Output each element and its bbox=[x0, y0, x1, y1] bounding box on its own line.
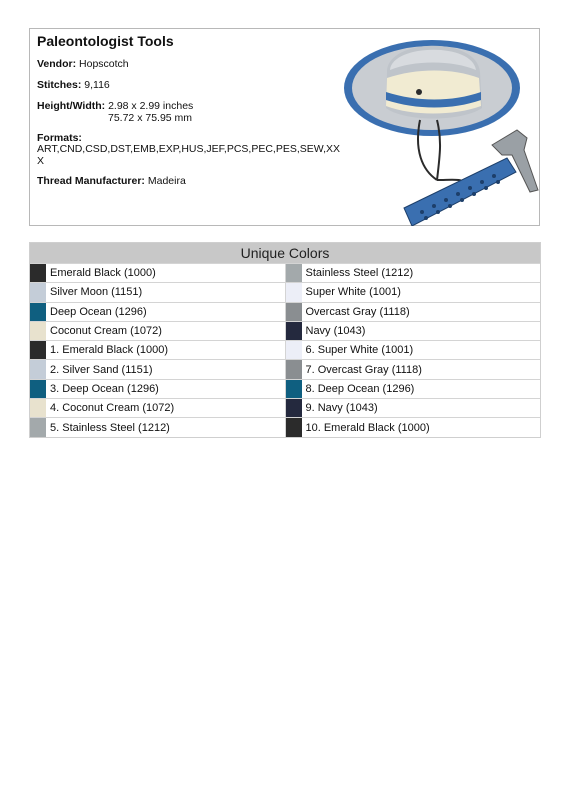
color-name: 7. Overcast Gray (1118) bbox=[305, 363, 422, 376]
color-cell bbox=[30, 322, 285, 340]
color-swatch bbox=[286, 360, 302, 378]
height-width-mm: 75.72 x 75.95 mm bbox=[108, 112, 193, 124]
color-cell bbox=[30, 264, 285, 282]
color-swatch bbox=[30, 399, 46, 417]
color-name: 2. Silver Sand (1151) bbox=[50, 363, 153, 376]
product-title: Paleontologist Tools bbox=[37, 33, 174, 49]
unique-colors-table bbox=[29, 242, 541, 438]
color-cell bbox=[30, 380, 285, 398]
color-swatch bbox=[30, 418, 46, 436]
stitches-label: Stitches: bbox=[37, 79, 82, 91]
color-swatch bbox=[30, 380, 46, 398]
color-swatch bbox=[286, 283, 302, 301]
color-cell bbox=[30, 360, 285, 378]
color-row bbox=[30, 398, 540, 417]
color-row bbox=[30, 282, 540, 301]
color-name: 5. Stainless Steel (1212) bbox=[50, 421, 170, 434]
color-name: 6. Super White (1001) bbox=[305, 344, 414, 357]
color-cell bbox=[30, 418, 285, 436]
color-name: 1. Emerald Black (1000) bbox=[50, 344, 168, 357]
color-name: Navy (1043) bbox=[305, 325, 366, 338]
color-swatch bbox=[286, 303, 302, 321]
color-swatch bbox=[286, 264, 302, 282]
formats-value: ART,CND,CSD,DST,EMB,EXP,HUS,JEF,PCS,PEC,PES,SEW,XXX bbox=[37, 143, 341, 167]
thread-value: Madeira bbox=[147, 175, 186, 187]
formats-label: Formats: bbox=[37, 132, 82, 144]
color-row bbox=[30, 302, 540, 321]
color-cell bbox=[30, 283, 285, 301]
color-cell bbox=[285, 399, 541, 417]
color-cell bbox=[285, 380, 541, 398]
height-width-inches: 2.98 x 2.99 inches bbox=[108, 100, 194, 112]
color-name: 4. Coconut Cream (1072) bbox=[50, 402, 175, 415]
color-cell bbox=[285, 322, 541, 340]
color-cell bbox=[30, 303, 285, 321]
color-name: Super White (1001) bbox=[305, 286, 401, 299]
color-swatch bbox=[30, 283, 46, 301]
color-cell bbox=[285, 341, 541, 359]
color-swatch bbox=[286, 418, 302, 436]
color-name: 10. Emerald Black (1000) bbox=[305, 421, 430, 434]
color-name: Silver Moon (1151) bbox=[50, 286, 143, 299]
color-name: 3. Deep Ocean (1296) bbox=[50, 382, 159, 395]
color-cell bbox=[285, 283, 541, 301]
color-swatch bbox=[286, 399, 302, 417]
color-swatch bbox=[30, 341, 46, 359]
color-row bbox=[30, 359, 540, 378]
color-name: Coconut Cream (1072) bbox=[50, 325, 162, 338]
color-cell bbox=[285, 264, 541, 282]
color-name: 9. Navy (1043) bbox=[305, 402, 378, 415]
thread-label: Thread Manufacturer: bbox=[37, 175, 145, 187]
stitches-value: 9,116 bbox=[84, 79, 110, 91]
vendor-label: Vendor: bbox=[37, 58, 77, 70]
vendor-line bbox=[37, 58, 129, 70]
color-cell bbox=[285, 360, 541, 378]
color-cell bbox=[285, 303, 541, 321]
color-name: Overcast Gray (1118) bbox=[305, 305, 410, 318]
height-width-line bbox=[37, 100, 337, 124]
color-rows bbox=[30, 263, 540, 437]
height-width-label: Height/Width: bbox=[37, 100, 106, 112]
vendor-value: Hopscotch bbox=[79, 58, 129, 70]
color-row bbox=[30, 340, 540, 359]
color-swatch bbox=[30, 322, 46, 340]
product-info-card bbox=[29, 28, 540, 226]
color-name: Stainless Steel (1212) bbox=[305, 267, 414, 280]
embroidery-design-image bbox=[342, 30, 540, 226]
thread-line bbox=[37, 175, 186, 187]
color-swatch bbox=[30, 360, 46, 378]
color-cell bbox=[285, 418, 541, 436]
color-swatch bbox=[286, 341, 302, 359]
color-row bbox=[30, 321, 540, 340]
color-cell bbox=[30, 399, 285, 417]
color-row bbox=[30, 263, 540, 282]
color-name: Deep Ocean (1296) bbox=[50, 305, 147, 318]
unique-colors-heading: Unique Colors bbox=[30, 243, 540, 263]
color-cell bbox=[30, 341, 285, 359]
color-swatch bbox=[286, 380, 302, 398]
color-row bbox=[30, 417, 540, 436]
color-name: Emerald Black (1000) bbox=[50, 267, 156, 280]
color-swatch bbox=[30, 303, 46, 321]
stitches-line bbox=[37, 79, 110, 91]
color-row bbox=[30, 379, 540, 398]
color-swatch bbox=[30, 264, 46, 282]
color-name: 8. Deep Ocean (1296) bbox=[305, 382, 415, 395]
color-swatch bbox=[286, 322, 302, 340]
